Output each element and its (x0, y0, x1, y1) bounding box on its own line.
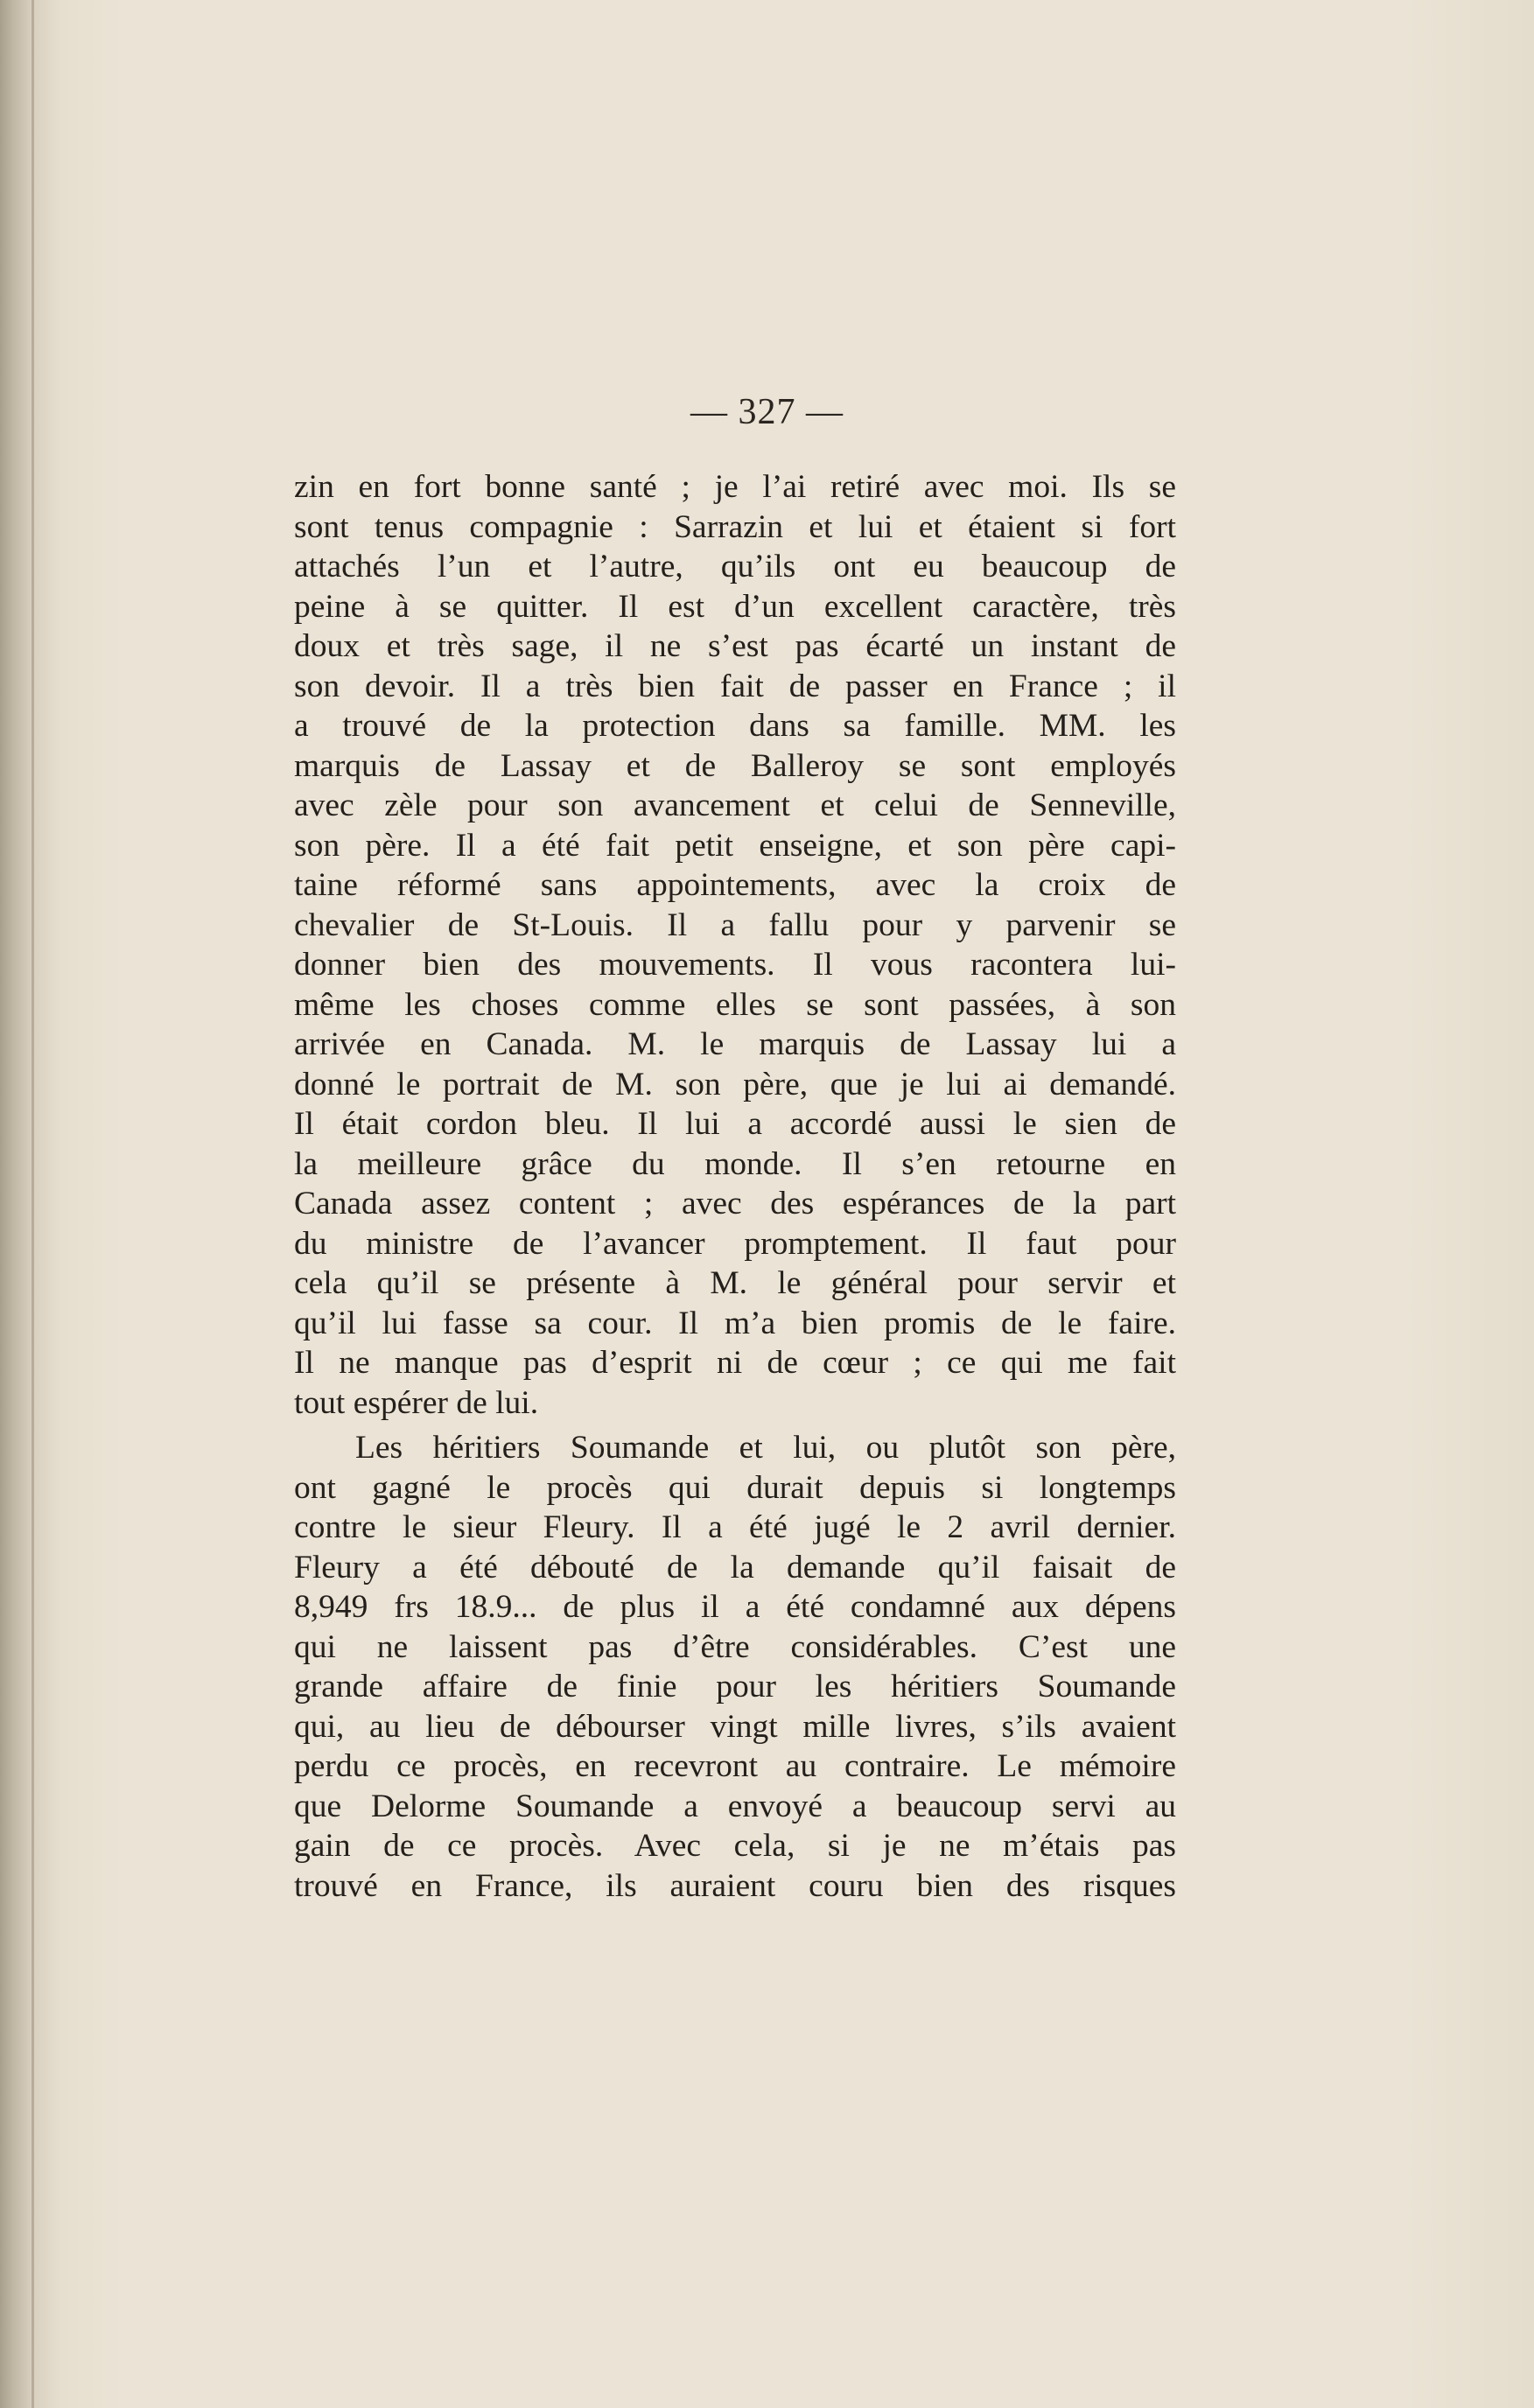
text-line: a trouvé de la protection dans sa famille. MM. les (294, 708, 1176, 744)
text-line: grande affaire de finie pour les héritiers Soumande (294, 1669, 1176, 1704)
text-line: arrivée en Canada. M. le marquis de Lassay lui a (294, 1026, 1176, 1062)
text-line: tout espérer de lui. (294, 1384, 539, 1421)
text-line: Les héritiers Soumande et lui, ou plutôt son père, (355, 1430, 1176, 1466)
text-line: la meilleure grâce du monde. Il s’en retourne en (294, 1145, 1176, 1182)
text-line: du ministre de l’avancer promptement. Il faut pour (294, 1225, 1176, 1262)
text-line: zin en fort bonne santé ; je l’ai retiré avec moi. Ils se (294, 469, 1176, 505)
text-line: donné le portrait de M. son père, que je lui ai demandé. (294, 1066, 1176, 1102)
text-line: doux et très sage, il ne s’est pas écarté un instant de (294, 628, 1176, 664)
text-line: qu’il lui fasse sa cour. Il m’a bien promis de le faire. (294, 1305, 1176, 1341)
text-line: Il était cordon bleu. Il lui a accordé aussi le sien de (294, 1106, 1176, 1142)
text-line: donner bien des mouvements. Il vous racontera lui- (294, 947, 1176, 983)
text-line: gain de ce procès. Avec cela, si je ne m’étais pas (294, 1828, 1176, 1864)
text-line: attachés l’un et l’autre, qu’ils ont eu beaucoup de (294, 549, 1176, 584)
text-line: Canada assez content ; avec des espérances de la part (294, 1186, 1176, 1222)
text-line: marquis de Lassay et de Balleroy se sont employés (294, 747, 1176, 784)
text-line: Il ne manque pas d’esprit ni de cœur ; ce qui me fait (294, 1345, 1176, 1381)
text-line: 8,949 frs 18.9... de plus il a été condamné aux dépens (294, 1589, 1176, 1625)
text-line: avec zèle pour son avancement et celui de Senneville, (294, 788, 1176, 823)
text-line: qui, au lieu de débourser vingt mille livres, s’ils avaient (294, 1708, 1176, 1745)
text-line: cela qu’il se présente à M. le général pour servir et (294, 1265, 1176, 1301)
text-line: Fleury a été débouté de la demande qu’il faisait de (294, 1549, 1176, 1586)
text-line: chevalier de St-Louis. Il a fallu pour y parvenir se (294, 906, 1176, 943)
text-line: peine à se quitter. Il est d’un excellent caractère, très (294, 588, 1176, 625)
text-line: son père. Il a été fait petit enseigne, et son père capi- (294, 827, 1176, 864)
body-text (294, 467, 1176, 1906)
text-line: contre le sieur Fleury. Il a été jugé le 2 avril dernier. (294, 1509, 1176, 1545)
text-line: sont tenus compagnie : Sarrazin et lui et étaient si fort (294, 508, 1176, 545)
text-line: même les choses comme elles se sont passées, à son (294, 986, 1176, 1023)
text-line: qui ne laissent pas d’être considérables. C’est une (294, 1628, 1176, 1665)
text-line: que Delorme Soumande a envoyé a beaucoup servi au (294, 1788, 1176, 1824)
page-number: — 327 — (690, 392, 844, 432)
text-line: perdu ce procès, en recevront au contraire. Le mémoire (294, 1748, 1176, 1784)
text-line: son devoir. Il a très bien fait de passer en France ; il (294, 668, 1176, 704)
text-line: ont gagné le procès qui durait depuis si longtemps (294, 1469, 1176, 1506)
text-line: trouvé en France, ils auraient couru bien des risques (294, 1867, 1176, 1904)
text-line: taine réformé sans appointements, avec la croix de (294, 867, 1176, 903)
